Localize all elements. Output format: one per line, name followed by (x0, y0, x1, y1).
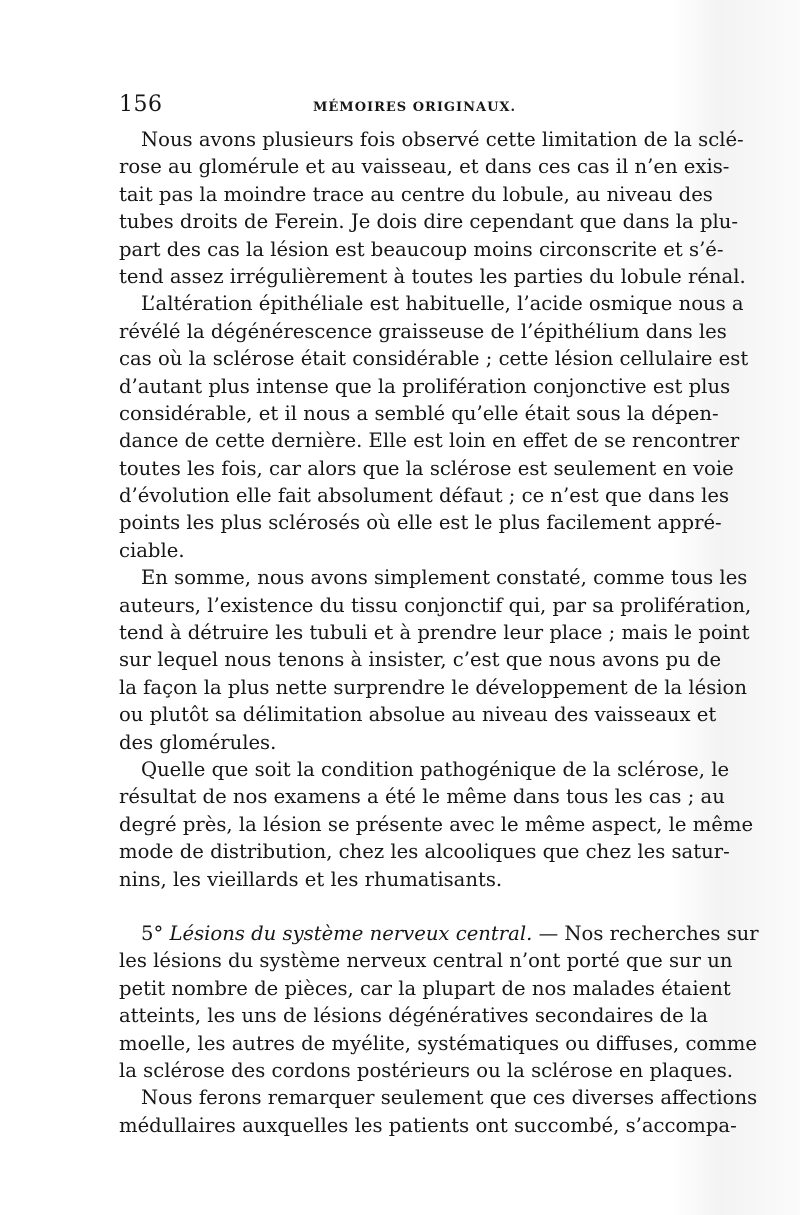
text-line: L’altération épithéliale est habituelle, l’acide osmique nous a (141, 292, 744, 316)
text-line: Nous ferons remarquer seulement que ces diverses affections (141, 1086, 758, 1110)
text-line: cas où la sclérose était considérable ; cette lésion cellulaire est (119, 347, 749, 371)
text-line: les lésions du système nerveux central n’ont porté que sur un (119, 949, 733, 973)
text-line: part des cas la lésion est beaucoup moins circonscrite et s’é- (119, 237, 724, 261)
text-line: la sclérose des cordons postérieurs ou la sclérose en plaques. (119, 1058, 733, 1082)
section-gap (119, 893, 691, 920)
text-line: moelle, les autres de myélite, systématiques ou diffuses, comme (119, 1031, 757, 1055)
section-heading-line (119, 920, 759, 947)
text-line: d’autant plus intense que la prolifération conjonctive est plus (119, 374, 731, 398)
text-line: auteurs, l’existence du tissu conjonctif qui, par sa prolifération, (119, 593, 752, 617)
body-text (119, 126, 759, 1139)
text-line: rose au glomérule et au vaisseau, et dans ces cas il n’en exis- (119, 155, 730, 179)
page-number: 156 (119, 92, 163, 117)
text-line: points les plus sclérosés où elle est le plus facilement appré- (119, 511, 722, 535)
text-line: petit nombre de pièces, car la plupart de nos malades étaient (119, 976, 731, 1000)
text-line: degré près, la lésion se présente avec le même aspect, le même (119, 812, 754, 836)
text-line: Quelle que soit la condition pathogénique de la sclérose, le (141, 757, 730, 781)
text-line: des glomérules. (119, 730, 277, 754)
text-line: révélé la dégénérescence graisseuse de l’épithélium dans les (119, 319, 727, 343)
section-lead: — Nos recherches sur (538, 921, 759, 945)
text-line: sur lequel nous tenons à insister, c’est que nous avons pu de (119, 648, 722, 672)
page-header (119, 92, 691, 122)
text-line: médullaires auxquelles les patients ont succombé, s’accompa- (119, 1113, 737, 1137)
text-line: atteints, les uns de lésions dégénératives secondaires de la (119, 1004, 708, 1028)
section-title: Lésions du système nerveux central. (169, 921, 533, 945)
text-line: tait pas la moindre trace au centre du lobule, au niveau des (119, 182, 713, 206)
text-line: ciable. (119, 538, 185, 562)
text-line: tubes droits de Ferein. Je dois dire cependant que dans la plu- (119, 210, 739, 234)
text-line: tend à détruire les tubuli et à prendre leur place ; mais le point (119, 621, 750, 645)
text-line: En somme, nous avons simplement constaté, comme tous les (141, 566, 748, 590)
text-line: toutes les fois, car alors que la sclérose est seulement en voie (119, 456, 734, 480)
running-head: MÉMOIRES ORIGINAUX. (313, 100, 517, 115)
text-line: d’évolution elle fait absolument défaut ; ce n’est que dans les (119, 484, 730, 508)
text-line: tend assez irrégulièrement à toutes les parties du lobule rénal. (119, 264, 746, 288)
text-line: mode de distribution, chez les alcooliques que chez les satur- (119, 840, 730, 864)
section-number: 5° (141, 921, 164, 945)
text-line: nins, les vieillards et les rhumatisants. (119, 867, 503, 891)
text-line: la façon la plus nette surprendre le développement de la lésion (119, 675, 747, 699)
text-line: considérable, et il nous a semblé qu’elle était sous la dépen- (119, 401, 719, 425)
text-line: Nous avons plusieurs fois observé cette limitation de la sclé- (141, 128, 744, 151)
text-line: ou plutôt sa délimitation absolue au niveau des vaisseaux et (119, 703, 717, 727)
text-line: dance de cette dernière. Elle est loin en effet de se rencontrer (119, 429, 740, 453)
text-line: résultat de nos examens a été le même dans tous les cas ; au (119, 785, 725, 809)
